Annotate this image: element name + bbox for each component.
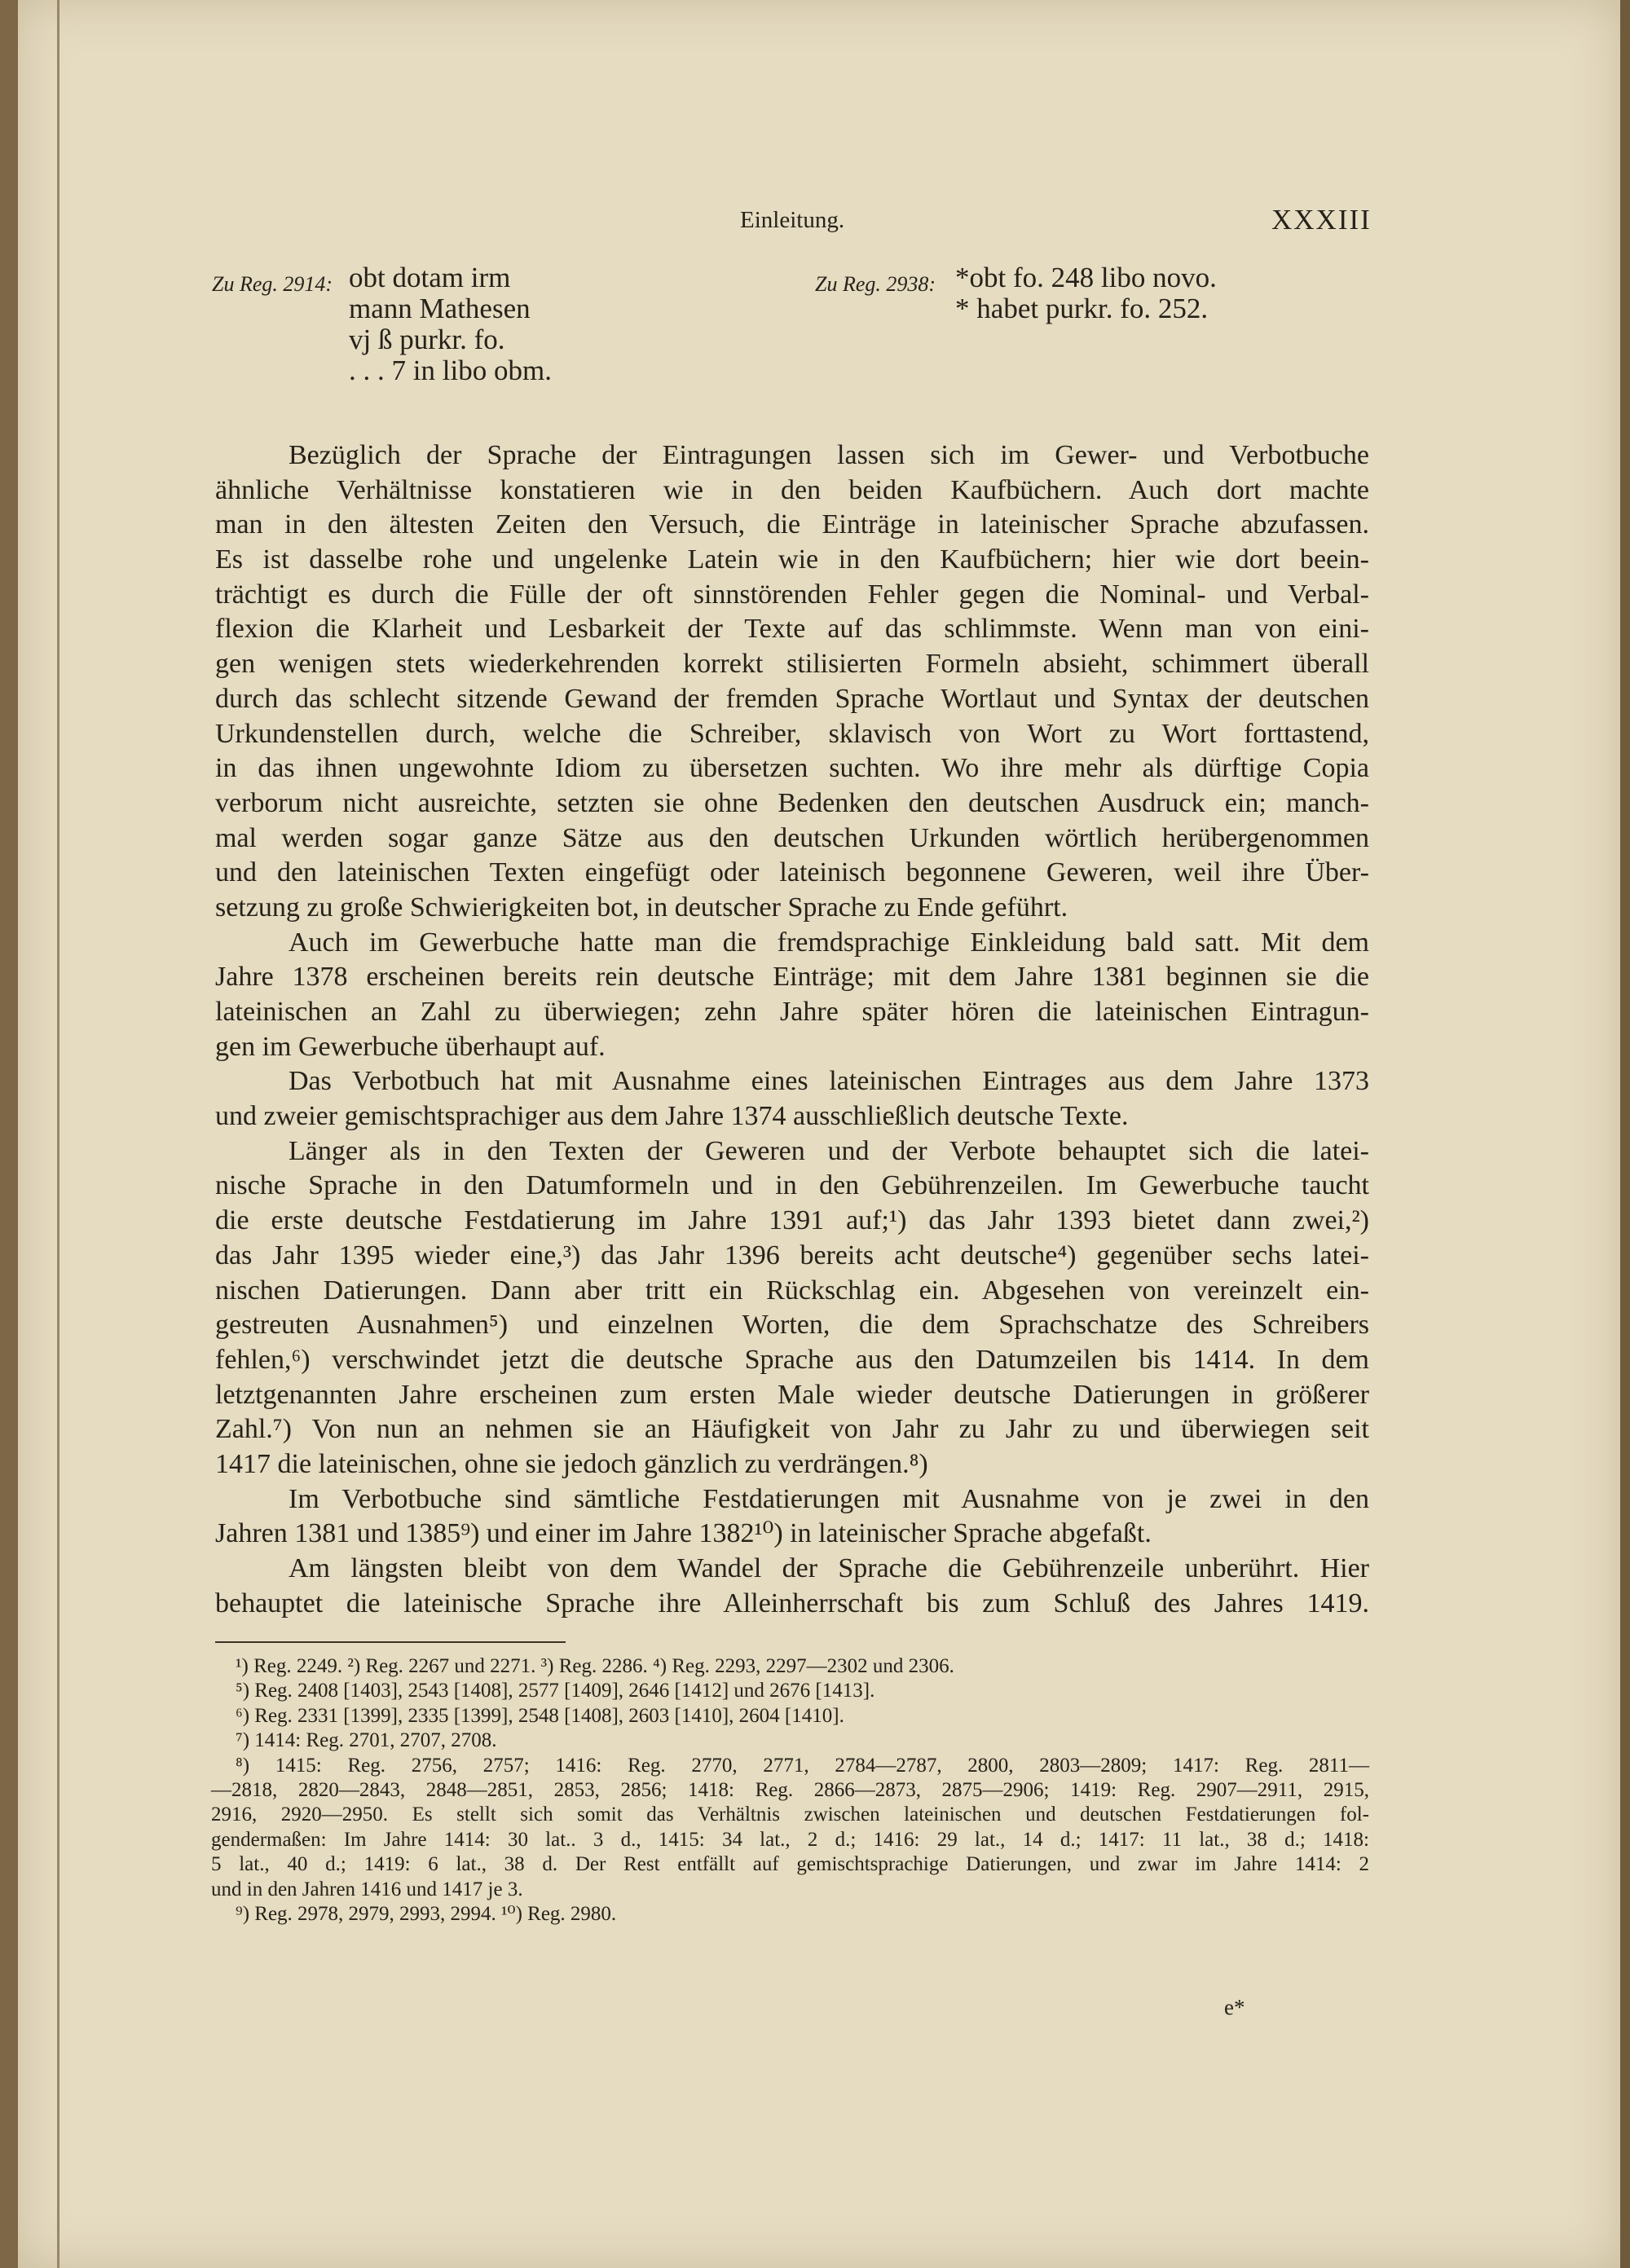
text-line: Es ist dasselbe rohe und ungelenke Latein wie in den Kaufbüchern; hier wie dort beein- <box>215 544 1369 575</box>
text-line: setzung zu große Schwierigkeiten bot, in deutscher Sprache zu Ende geführt. <box>215 892 1068 923</box>
text-line: flexion die Klarheit und Lesbarkeit der Texte auf das schlimmste. Wenn man von eini- <box>215 614 1369 645</box>
text-line: Urkundenstellen durch, welche die Schreiber, sklavisch von Wort zu Wort forttastend, <box>215 718 1369 749</box>
register-line: * habet purkr. fo. 252. <box>955 293 1209 324</box>
footnote-line: ⁵) Reg. 2408 [1403], 2543 [1408], 2577 [1409], 2646 [1412] und 2676 [1413]. <box>236 1680 875 1702</box>
text-line: Auch im Gewerbuche hatte man die fremdsprachige Einkleidung bald satt. Mit dem <box>289 927 1369 958</box>
body-text <box>215 438 1369 1621</box>
register-line: vj ß purkr. fo. <box>349 324 505 355</box>
footnote-line: ⁸) 1415: Reg. 2756, 2757; 1416: Reg. 2770, 2771, 2784—2787, 2800, 2803—2809; 1417: Reg. 2811— <box>236 1754 1369 1777</box>
text-line: das Jahr 1395 wieder eine,³) das Jahr 1396 bereits acht deutsche⁴) gegenüber sechs latei- <box>215 1240 1369 1271</box>
register-note-2938 <box>815 262 1217 324</box>
register-note-2914 <box>212 262 552 386</box>
text-line: Das Verbotbuch hat mit Ausnahme eines lateinischen Eintrages aus dem Jahre 1373 <box>289 1066 1369 1097</box>
text-line: gen wenigen stets wiederkehrenden korrekt stilisierten Formeln absieht, schimmert überall <box>215 649 1369 680</box>
text-line: und den lateinischen Texten eingefügt oder lateinisch begonnene Geweren, weil ihre Über- <box>215 857 1369 888</box>
footnote-line: und in den Jahren 1416 und 1417 je 3. <box>211 1878 523 1900</box>
footnote-line: gendermaßen: Im Jahre 1414: 30 lat.. 3 d., 1415: 34 lat., 2 d.; 1416: 29 lat., 14 d.; 1417: 11 lat., 38 d.; 1418: <box>211 1828 1369 1851</box>
text-line: durch das schlecht sitzende Gewand der fremden Sprache Wortlaut und Syntax der deutschen <box>215 683 1369 714</box>
text-line: 1417 die lateinischen, ohne sie jedoch gänzlich zu verdrängen.⁸) <box>215 1448 928 1479</box>
footnotes <box>211 1654 1369 1927</box>
text-line: verborum nicht ausreichte, setzten sie ohne Bedenken den deutschen Ausdruck ein; manch- <box>215 787 1369 818</box>
text-line: Am längsten bleibt von dem Wandel der Sprache die Gebührenzeile unberührt. Hier <box>289 1553 1369 1583</box>
text-line: Länger als in den Texten der Geweren und der Verbote behauptet sich die latei- <box>289 1135 1369 1166</box>
text-line: ähnliche Verhältnisse konstatieren wie in den beiden Kaufbüchern. Auch dort machte <box>215 474 1369 505</box>
register-label: Zu Reg. 2914: <box>212 272 333 296</box>
footnote-line: 2916, 2920—2950. Es stellt sich somit das Verhältnis zwischen lateinischen und deutschen Festdatierungen fol- <box>211 1803 1369 1826</box>
footnote-line: ⁹) Reg. 2978, 2979, 2993, 2994. ¹⁰) Reg. 2980. <box>236 1902 617 1925</box>
text-line: trächtigt es durch die Fülle der oft sinnstörenden Fehler gegen die Nominal- und Verbal- <box>215 579 1369 610</box>
text-line: nische Sprache in den Datumformeln und in den Gebührenzeilen. Im Gewerbuche taucht <box>215 1170 1369 1201</box>
register-line: . . . 7 in libo obm. <box>349 355 552 386</box>
text-line: mal werden sogar ganze Sätze aus den deutschen Urkunden wörtlich herübergenommen <box>215 822 1369 853</box>
text-line: die erste deutsche Festdatierung im Jahre 1391 auf;¹) das Jahr 1393 bietet dann zwei,²) <box>215 1205 1369 1236</box>
running-header: Einleitung. <box>740 207 845 233</box>
register-label: Zu Reg. 2938: <box>815 272 936 296</box>
footnote-line: ¹) Reg. 2249. ²) Reg. 2267 und 2271. ³) Reg. 2286. ⁴) Reg. 2293, 2297—2302 und 2306. <box>236 1655 954 1677</box>
register-line: *obt fo. 248 libo novo. <box>955 262 1217 293</box>
text-line: behauptet die lateinische Sprache ihre Alleinherrschaft bis zum Schluß des Jahres 1419. <box>215 1588 1369 1618</box>
text-line: gen im Gewerbuche überhaupt auf. <box>215 1031 606 1062</box>
text-line: letztgenannten Jahre erscheinen zum ersten Male wieder deutsche Datierungen in größerer <box>215 1379 1369 1410</box>
page-edge <box>0 0 18 2268</box>
text-line: gestreuten Ausnahmen⁵) und einzelnen Worten, die dem Sprachschatze des Schreibers <box>215 1310 1369 1341</box>
text-line: in das ihnen ungewohnte Idiom zu übersetzen suchten. Wo ihre mehr als dürftige Copia <box>215 753 1369 784</box>
text-line: Bezüglich der Sprache der Eintragungen lassen sich im Gewer- und Verbotbuche <box>289 440 1369 470</box>
text-line: Jahren 1381 und 1385⁹) und einer im Jahre 1382¹⁰) in lateinischer Sprache abgefaßt. <box>215 1518 1152 1549</box>
footnote-rule <box>215 1641 566 1643</box>
footnote-line: ⁷) 1414: Reg. 2701, 2707, 2708. <box>236 1729 497 1752</box>
register-line: obt dotam irm <box>349 262 511 293</box>
binding-gutter <box>57 0 59 2268</box>
text-line: fehlen,⁶) verschwindet jetzt die deutsche Sprache aus den Datumzeilen bis 1414. In dem <box>215 1344 1369 1375</box>
footnote-line: 5 lat., 40 d.; 1419: 6 lat., 38 d. Der Rest entfällt auf gemischtsprachige Datierungen, und zwar im Jahre 1414: 2 <box>211 1853 1369 1876</box>
page-number: XXXIII <box>1271 204 1372 236</box>
text-line: Im Verbotbuche sind sämtliche Festdatierungen mit Ausnahme von je zwei in den <box>289 1483 1369 1514</box>
text-line: lateinischen an Zahl zu überwiegen; zehn Jahre später hören die lateinischen Eintragun- <box>215 997 1369 1027</box>
text-line: nischen Datierungen. Dann aber tritt ein Rückschlag ein. Abgesehen von vereinzelt ein- <box>215 1275 1369 1306</box>
footnote-line: —2818, 2820—2843, 2848—2851, 2853, 2856; 1418: Reg. 2866—2873, 2875—2906; 1419: Reg. 2907—2911, 2915, <box>211 1778 1369 1801</box>
text-line: man in den ältesten Zeiten den Versuch, die Einträge in lateinischer Sprache abzufassen. <box>215 509 1369 540</box>
text-line: Zahl.⁷) Von nun an nehmen sie an Häufigkeit von Jahr zu Jahr zu und überwiegen seit <box>215 1414 1369 1445</box>
footnote-line: ⁶) Reg. 2331 [1399], 2335 [1399], 2548 [1408], 2603 [1410], 2604 [1410]. <box>236 1704 844 1727</box>
register-line: mann Mathesen <box>349 293 531 324</box>
text-line: und zweier gemischtsprachiger aus dem Jahre 1374 ausschließlich deutsche Texte. <box>215 1101 1129 1132</box>
signature-mark: e* <box>1224 1995 1245 2019</box>
text-line: Jahre 1378 erscheinen bereits rein deutsche Einträge; mit dem Jahre 1381 beginnen sie die <box>215 962 1369 993</box>
